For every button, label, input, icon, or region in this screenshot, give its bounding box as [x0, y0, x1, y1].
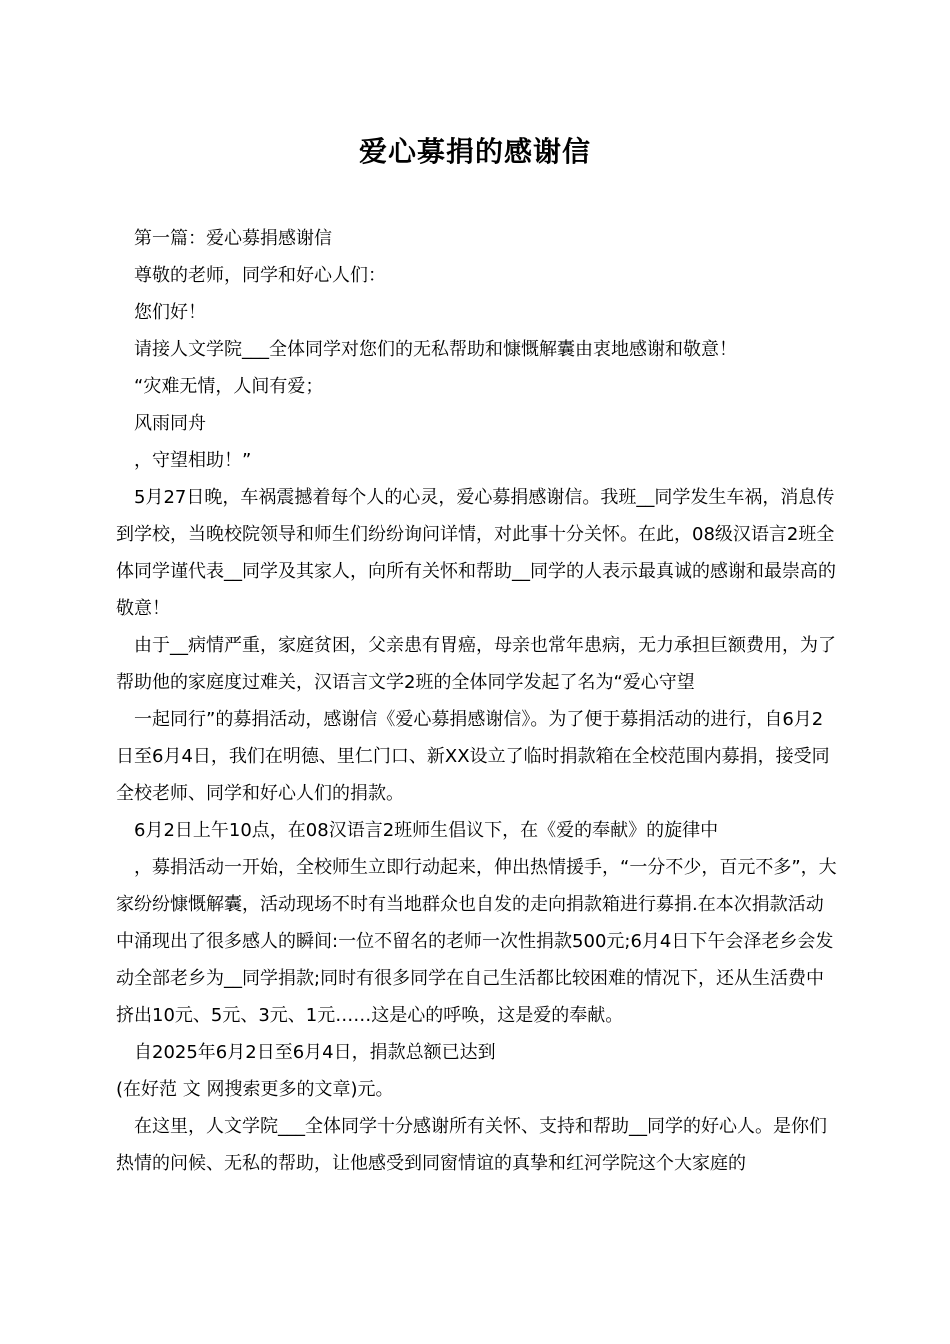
paragraph-family: 由于__病情严重，家庭贫困，父亲患有胃癌，母亲也常年患病，无力承担巨额费用，为了帮助他的家庭度过难关，汉语言文学2班的全体同学发起了名为“爱心守望	[116, 635, 836, 693]
paragraph-quote-line-2: 风雨同舟	[134, 413, 206, 434]
paragraph-fundraising: 一起同行”的募捐活动，感谢信《爱心募捐感谢信》。为了便于募捐活动的进行，自6月2日至6月4日，我们在明德、里仁门口、新XX设立了临时捐款箱在全校范围内募捐，接受同全校老师、同学和好心人们的捐款。	[116, 709, 830, 804]
paragraph-total: 自2025年6月2日至6月4日，捐款总额已达到	[134, 1042, 496, 1063]
paragraph-salutation: 尊敬的老师，同学和好心人们：	[134, 265, 386, 286]
paragraph-event-start: 6月2日上午10点，在08汉语言2班师生倡议下，在《爱的奉献》的旋律中	[134, 820, 719, 841]
paragraph-greeting: 您们好！	[134, 302, 206, 323]
paragraph-section-heading: 第一篇：爱心募捐感谢信	[134, 228, 332, 249]
paragraph-accident: 5月27日晚，车祸震撼着每个人的心灵，爱心募捐感谢信。我班__同学发生车祸，消息传到学校，当晚校院领导和师生们纷纷询问详情，对此事十分关怀。在此，08级汉语言2班全体同学谨代表__同学及其家人，向所有关怀和帮助__同学的人表示最真诚的感谢和最崇高的敬意！	[116, 487, 836, 619]
paragraph-quote-line-3: ，守望相助！”	[134, 450, 252, 471]
paragraph-event-details: ，募捐活动一开始，全校师生立即行动起来，伸出热情援手，“一分不少，百元不多”，大家纷纷慷慨解囊，活动现场不时有当地群众也自发的走向捐款箱进行募捐.在本次捐款活动中涌现出了很多感人的瞬间:一位不留名的老师一次性捐款500元;6月4日下午会泽老乡会发动全部老乡为__同学捐款;同时有很多同学在自己生活都比较困难的情况下，还从生活费中挤出10元、5元、3元、1元……这是心的呼唤，这是爱的奉献。	[116, 857, 837, 1026]
paragraph-thanks: 请接人文学院___全体同学对您们的无私帮助和慷慨解囊由衷地感谢和敬意！	[134, 339, 737, 360]
document-title: 爱心募捐的感谢信	[358, 135, 591, 168]
document-body	[116, 220, 840, 1182]
paragraph-search-note: (在好范 文 网搜索更多的文章)元。	[116, 1079, 394, 1100]
paragraph-quote-line-1: “灾难无情，人间有爱；	[134, 376, 324, 397]
paragraph-closing: 在这里，人文学院___全体同学十分感谢所有关怀、支持和帮助__同学的好心人。是你们热情的问候、无私的帮助，让他感受到同窗情谊的真挚和红河学院这个大家庭的	[116, 1116, 827, 1174]
